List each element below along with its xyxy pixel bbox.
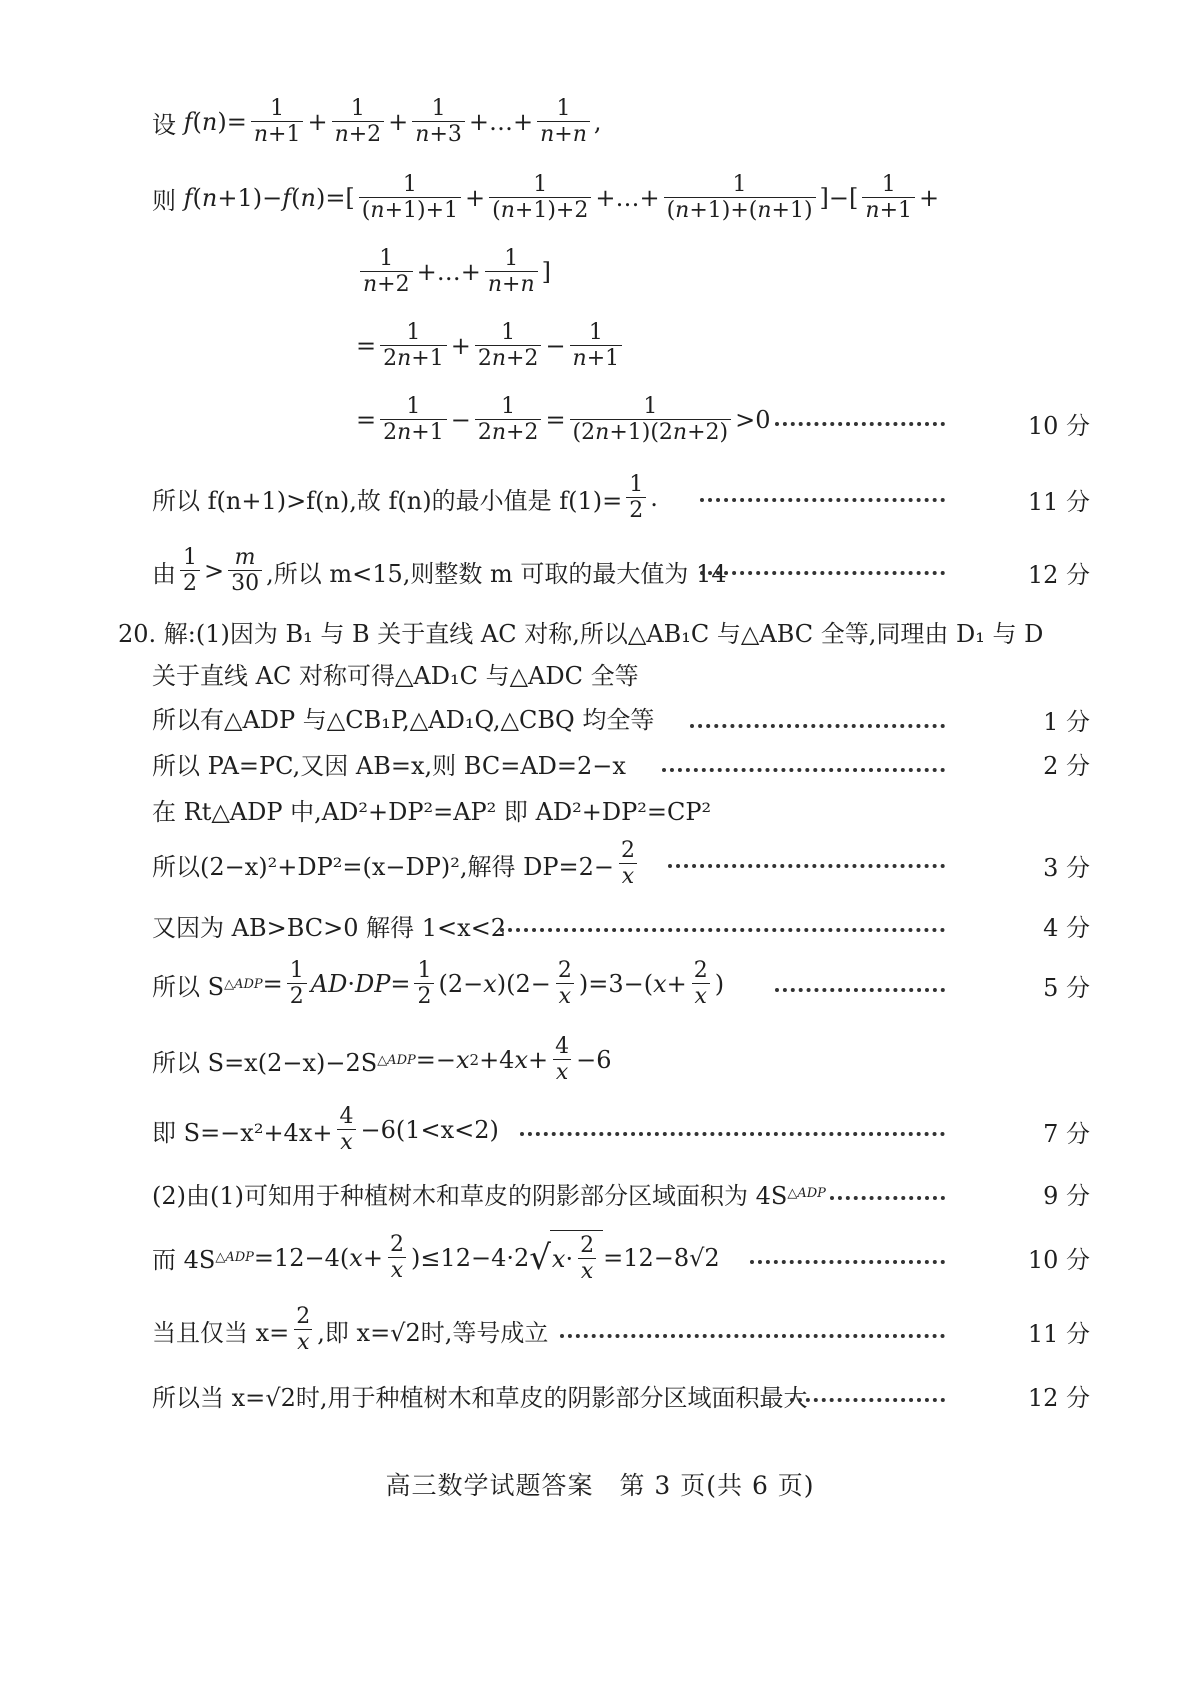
score-12a: 12 分 <box>1027 561 1090 589</box>
leader-dots <box>560 1334 945 1338</box>
score-9: 9 分 <box>1043 1182 1090 1210</box>
p20-line5: 在 Rt△ADP 中,AD²+DP²=AP² 即 AD²+DP²=CP² <box>152 798 712 826</box>
score-11b: 11 分 <box>1027 1320 1090 1348</box>
p20-line8: 所以 S △ADP = $\frac{1}{2}$ AD · DP = $\frac{1}{2}$ (2− x )(2− $\frac{2}{x}$ )=3−( x + $\frac{2}{x}$ ) <box>152 958 725 1010</box>
p20-line1: 20. 解:(1)因为 B₁ 与 B 关于直线 AC 对称,所以△AB₁C 与△ABC 全等,同理由 D₁ 与 D <box>118 620 1044 648</box>
p20-line4: 所以 PA=PC,又因 AB=x,则 BC=AD=2−x <box>152 752 626 780</box>
p20-line13: 当且仅当 x= $\frac{2}{x}$ ,即 x=√2时,等号成立 <box>152 1304 549 1356</box>
p20-line2: 关于直线 AC 对称可得△AD₁C 与△ADC 全等 <box>152 662 639 690</box>
score-7: 7 分 <box>1043 1120 1090 1148</box>
leader-dots <box>750 1260 945 1264</box>
p20-line12: 而 4S △ADP =12−4( x + $\frac{2}{x}$ )≤12−4·2 √ x · $\frac{2}{x}$ =12−8√2 <box>152 1231 720 1285</box>
conclusion-m-line: 由 $\frac{1}{2}$ > $\frac{m}{30}$ ,所以 m<15,则整数 m 可取的最大值为 14 <box>152 545 727 597</box>
score-1: 1 分 <box>1043 708 1090 736</box>
score-5: 5 分 <box>1043 974 1090 1002</box>
p20-line6: 所以(2−x)²+DP²=(x−DP)²,解得 DP=2− $\frac{2}{x}$ <box>152 838 642 891</box>
p20-line11: (2)由(1)可知用于种植树木和草皮的阴影部分区域面积为 4S △ADP <box>152 1182 826 1210</box>
leader-dots <box>500 928 945 932</box>
score-11a: 11 分 <box>1027 488 1090 516</box>
difference-step3: = $\frac{1}{2n+1}$ − $\frac{1}{2n+2}$ = $\frac{1}{(2n+1)(2n+2)}$ >0 <box>356 394 771 446</box>
p20-line7: 又因为 AB>BC>0 解得 1<x<2 <box>152 914 507 942</box>
difference-line-cont: $\frac{1}{n+2}$ +…+ $\frac{1}{n+n}$ ] <box>356 246 551 299</box>
leader-dots <box>790 1398 945 1402</box>
define-prefix: 设 <box>152 110 176 139</box>
score-2: 2 分 <box>1043 752 1090 780</box>
p20-line9: 所以 S=x(2−x)−2S △ADP =− x 2 +4 x + $\frac{4}{x}$ −6 <box>152 1034 612 1086</box>
leader-dots <box>668 864 945 868</box>
define-fn-line: 设 f ( n )= $\frac{1}{n+1}$ + $\frac{1}{n+2}$ + $\frac{1}{n+3}$ +…+ $\frac{1}{n+n}$ , <box>152 96 602 148</box>
conclusion-min-line: 所以 f(n+1)>f(n),故 f(n)的最小值是 f(1)= $\frac{1}{2}$ . <box>152 472 658 524</box>
difference-step2: = $\frac{1}{2n+1}$ + $\frac{1}{2n+2}$ − $\frac{1}{n+1}$ <box>356 320 626 373</box>
leader-dots <box>700 498 945 502</box>
leader-dots <box>830 1196 945 1200</box>
leader-dots <box>775 988 945 992</box>
score-10a: 10 分 <box>1027 412 1090 440</box>
p20-line14: 所以当 x=√2时,用于种植树木和草皮的阴影部分区域面积最大 <box>152 1384 808 1412</box>
leader-dots <box>700 571 945 575</box>
leader-dots <box>520 1132 945 1136</box>
score-10b: 10 分 <box>1027 1246 1090 1274</box>
difference-line: 则 f ( n +1)− f ( n )=[ $\frac{1}{(n+1)+1}$ + $\frac{1}{(n+1)+2}$ +…+ $\frac{1}{(n+1)+(n+1)}$ ]−[ $\frac{1}{n+1}$ + <box>152 172 940 224</box>
then-prefix: 则 <box>152 186 176 215</box>
score-3: 3 分 <box>1043 854 1090 882</box>
p20-line3: 所以有△ADP 与△CB₁P,△AD₁Q,△CBQ 均全等 <box>152 706 655 734</box>
leader-dots <box>662 768 945 772</box>
score-12b: 12 分 <box>1027 1384 1090 1412</box>
leader-dots <box>775 422 945 426</box>
page-footer: 高三数学试题答案 第 3 页(共 6 页) <box>385 1471 815 1500</box>
leader-dots <box>690 724 945 728</box>
score-4: 4 分 <box>1043 914 1090 942</box>
p20-line10: 即 S=−x²+4x+ $\frac{4}{x}$ −6(1<x<2) <box>152 1104 499 1156</box>
